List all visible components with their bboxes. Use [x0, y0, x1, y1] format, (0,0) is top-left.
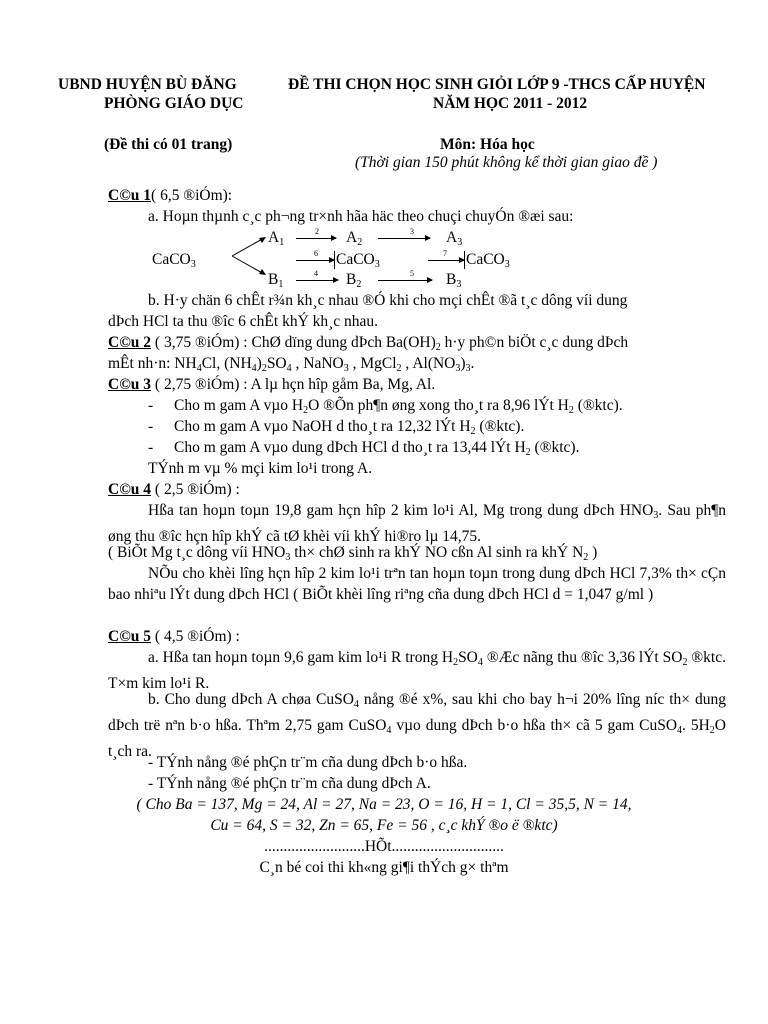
- arrow-5: [378, 280, 432, 281]
- question-1-part-b-line1: b. H·y chän 6 chÊt r¾n kh¸c nhau ®Ó khi cho mçi chÊt ®ã t¸c dông víi dung: [148, 292, 628, 309]
- question-label: C©u 5: [108, 628, 152, 645]
- question-4-note: ( BiÕt Mg t¸c dông víi $HNO_3$ th× chØ sinh ra khÝ NO cßn Al sinh ra khÝ $N_2$ ): [108, 544, 598, 563]
- scheme-start: CaCO$_3$: [152, 251, 196, 270]
- question-3-item-3: - Cho m gam A vµo dung dÞch HCl d tho¸t ra 13,44 lÝt $H_2$ (®ktc).: [148, 439, 580, 458]
- arrow-2-number: 2: [315, 227, 319, 236]
- connector-line-2: [464, 251, 465, 269]
- arrow-4: [296, 280, 338, 281]
- department-name: UBND HUYỆN BÙ ĐĂNG: [58, 76, 237, 93]
- question-label: C©u 3: [108, 376, 152, 393]
- atomic-masses-line2: Cu = 64, S = 32, Zn = 65, Fe = 56 , c¸c khÝ ®o ë ®ktc): [210, 817, 558, 834]
- question-label: C©u 4: [108, 481, 152, 498]
- subject: Môn: Hóa học: [440, 136, 535, 153]
- arrow-7-number: 7: [443, 249, 447, 258]
- arrow-7: [428, 260, 464, 261]
- connector-line: [334, 251, 335, 269]
- atomic-masses-line1: ( Cho Ba = 137, Mg = 24, Al = 27, Na = 23, O = 16, H = 1, Cl = 35,5, N = 14,: [136, 796, 632, 813]
- end-marker: ..........................HÕt.............................: [264, 838, 504, 855]
- question-5-task-2: - TÝnh nång ®é phÇn tr¨m cña dung dÞch A.: [148, 775, 431, 792]
- question-label: C©u 1: [108, 187, 152, 204]
- question-1-part-a: a. Hoµn thµnh c¸c ph¬ng tr×nh hãa häc theo chuçi chuyÓn ®æi sau:: [148, 208, 574, 225]
- arrow-6: [296, 260, 334, 261]
- scheme-b2: $B_2$: [346, 271, 362, 290]
- question-5-part-a: a. Hßa tan hoµn toµn 9,6 gam kim lo¹i R trong $H_2SO_4$ ®Æc nãng thu ®îc 3,36 lÝt $SO_2$ ®ktc. T×m kim lo¹i R.: [108, 649, 726, 692]
- page-count-note: (Đề thi có 01 trang): [104, 136, 233, 153]
- arrow-4-number: 4: [314, 269, 318, 278]
- office-name: PHÒNG GIÁO DỤC: [104, 95, 244, 112]
- scheme-a1: $A_1$: [268, 229, 285, 248]
- question-4-paragraph-1: Hßa tan hoµn toµn 19,8 gam hçn hîp 2 kim lo¹i Al, Mg trong dung dÞch $HNO_3$. Sau ph¶n øng thu ®îc hçn hîp khÝ cã tØ khèi víi khÝ hi®ro lµ 14,75.: [108, 502, 726, 545]
- school-year: NĂM HỌC 2011 - 2012: [433, 95, 588, 112]
- question-3-item-1: - Cho m gam A vµo $H_2O$ ®Õn ph¶n øng xong tho¸t ra 8,96 lÝt $H_2$ (®ktc).: [148, 397, 623, 416]
- question-2-line2: mÊt nh·n: $NH_4Cl$, $(NH_4)_2SO_4$ , NaNO$_3$ , MgCl$_2$ , $Al(NO_3)_3$.: [108, 355, 475, 374]
- scheme-mid: CaCO$_3$: [336, 251, 380, 270]
- question-3-heading: C©u 3 ( 2,75 ®iÓm) : A lµ hçn hîp gåm Ba, Mg, Al.: [108, 376, 436, 393]
- scheme-a2: $A_2$: [346, 229, 363, 248]
- scheme-a3: $A_3$: [446, 229, 463, 248]
- arrow-3: [378, 238, 430, 239]
- arrow-5-number: 5: [410, 269, 414, 278]
- question-3-task: TÝnh m vµ % mçi kim lo¹i trong A.: [148, 460, 373, 477]
- exam-title: ĐỀ THI CHỌN HỌC SINH GIỎI LỚP 9 -THCS CẤP HUYỆN: [288, 76, 706, 93]
- question-4-heading: C©u 4 ( 2,5 ®iÓm) :: [108, 481, 240, 498]
- question-points: ( 6,5 ®iÓm):: [151, 187, 233, 204]
- scheme-end: CaCO$_3$: [466, 251, 510, 270]
- scheme-b3: $B_3$: [446, 271, 462, 290]
- question-1-part-b-line2: dÞch HCl ta thu ®îc 6 chÊt khÝ kh¸c nhau.: [108, 313, 379, 330]
- proctor-note: C¸n bé coi thi kh«ng gi¶i thÝch g× thªm: [259, 859, 509, 876]
- question-5-heading: C©u 5 ( 4,5 ®iÓm) :: [108, 628, 240, 645]
- question-2-line1: C©u 2 ( 3,75 ®iÓm) : ChØ dïng dung dÞch $Ba(OH)_2$ h·y ph©n biÖt c¸c dung dÞch: [108, 334, 629, 353]
- question-4-paragraph-2: NÕu cho khèi lîng hçn hîp 2 kim lo¹i trªn tan hoµn toµn trong dung dÞch HCl 7,3% th× cÇn bao nhiªu lÝt dung dÞch HCl ( BiÕt khèi lîng riªng cña dung dÞch HCl d = 1,047 g/ml ): [108, 565, 726, 603]
- question-label: C©u 2: [108, 334, 152, 351]
- branch-arrows: [228, 232, 270, 280]
- arrow-6-number: 6: [314, 249, 318, 258]
- question-1-heading: [108, 185, 232, 206]
- scheme-b1: $B_1$: [268, 271, 284, 290]
- question-5-part-b: b. Cho dung dÞch A chøa CuSO$_4$ nång ®é x%, sau khi cho bay h¬i 20% lîng níc th× dung dÞch trë nªn b·o hßa. Thªm 2,75 gam CuSO$_4$ vµo dung dÞch b·o hßa th× cã 5 gam CuSO$_4$. $5H_2O$ t¸ch ra.: [108, 691, 727, 760]
- arrow-2: [296, 238, 336, 239]
- question-3-item-2: - Cho m gam A vµo NaOH d tho¸t ra 12,32 lÝt $H_2$ (®ktc).: [148, 418, 525, 437]
- question-5-task-1: - TÝnh nång ®é phÇn tr¨m cña dung dÞch b·o hßa.: [148, 754, 468, 771]
- time-note: (Thời gian 150 phút không kể thời gian giao đề ): [355, 154, 658, 171]
- arrow-3-number: 3: [410, 227, 414, 236]
